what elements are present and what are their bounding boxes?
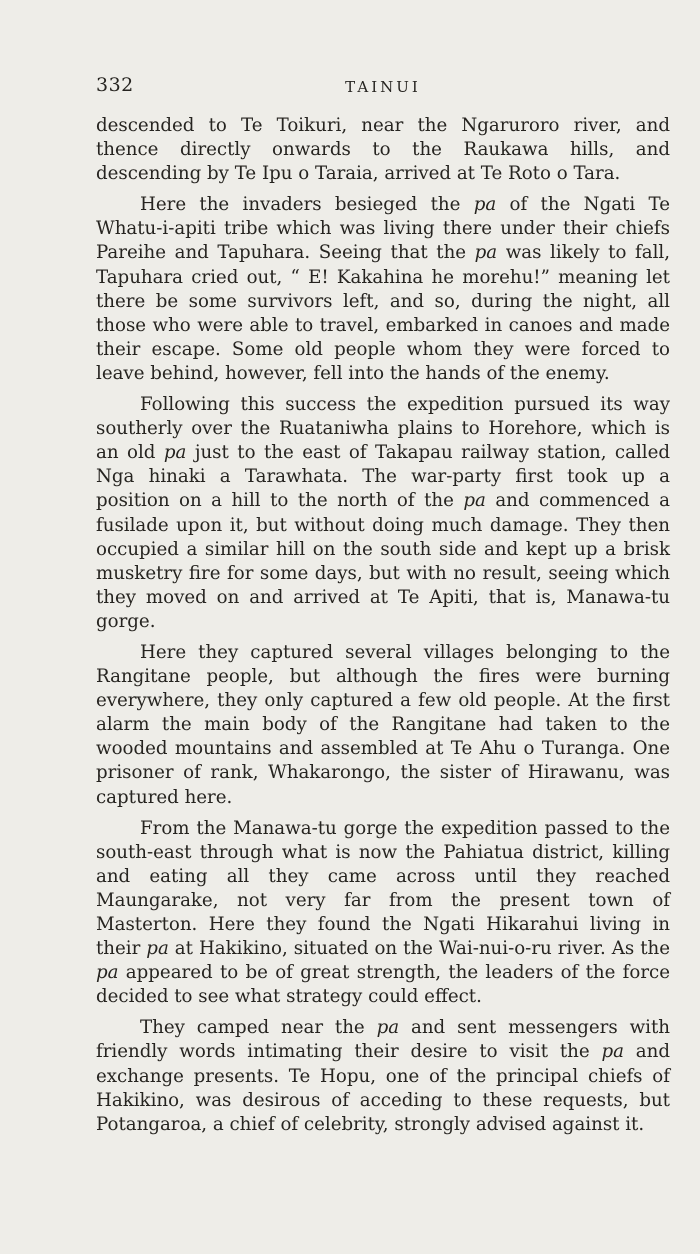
- italic-term: pa: [146, 938, 169, 960]
- text-run: just to the east of Takapau railway station, called Nga hinaki a Tarawhata. The war-party first took up a position on a hill to the north of the: [96, 442, 671, 512]
- body-text: [96, 114, 670, 1137]
- paragraph: [96, 114, 670, 186]
- italic-term: pa: [474, 242, 498, 264]
- paragraph: [96, 193, 670, 386]
- text-run: and exchange presents. Te Hopu, one of the principal chiefs of Hakikino, was desirous of acceding to these requests, but Potangaroa, a chief of celebrity, strongly advised against it.: [96, 1041, 671, 1135]
- text-run: at Hakikino, situated on the Wai-nui-o-ru river. As the: [168, 938, 670, 960]
- paragraph: [96, 1016, 670, 1136]
- paragraph: [96, 641, 670, 810]
- text-run: was likely to fall, Tapuhara cried out, “ E! Kakahina he morehu!” meaning let there be some survivors left, and so, during the night, all those who were able to travel, embarked in canoes and made their escape. Some old people whom they were forced to leave behind, however, fell into the hands of the enemy.: [96, 242, 670, 384]
- text-run: appeared to be of great strength, the leaders of the force decided to see what strategy could effect.: [96, 962, 670, 1008]
- italic-term: pa: [601, 1041, 624, 1063]
- text-run: Here the invaders besieged the: [140, 194, 474, 216]
- paragraph: [96, 393, 670, 634]
- text-run: and commenced a fusilade upon it, but without doing much damage. They then occupied a similar hill on the south side and kept up a brisk musketry fire for some days, but with no result, seeing which they moved on and arrived at Te Apiti, that is, Manawa-tu gorge.: [96, 490, 670, 632]
- italic-term: pa: [376, 1017, 400, 1039]
- paragraph: [96, 817, 670, 1010]
- text-run: of the Ngati Te Whatu-i-apiti tribe which was living there under their chiefs Pareihe and Tapuhara. Seeing that the: [96, 194, 670, 264]
- page-header: [96, 72, 670, 102]
- italic-term: pa: [463, 490, 486, 512]
- page-number: 332: [96, 74, 134, 96]
- running-title: TAINUI: [345, 78, 421, 96]
- text-run: They camped near the: [140, 1017, 377, 1039]
- text-run: Following this success the expedition pursued its way southerly over the Ruataniwha plains to Horehore, which is an old: [96, 394, 670, 464]
- text-run: and sent messengers with friendly words intimating their desire to visit the: [96, 1017, 670, 1063]
- italic-term: pa: [163, 442, 187, 464]
- italic-term: pa: [473, 194, 497, 216]
- text-run: From the Manawa-tu gorge the expedition passed to the south-east through what is now the Pahiatua district, killing and eating all they came across until they reached Maungarake, not very far from the present town of Masterton. Here they found the Ngati Hikarahui living in their: [96, 817, 670, 960]
- text-run: descended to Te Toikuri, near the Ngaruroro river, and thence directly onwards to the Raukawa hills, and descending by Te Ipu o Taraia, arrived at Te Roto o Tara.: [96, 115, 670, 185]
- italic-term: pa: [96, 962, 119, 984]
- text-run: Here they captured several villages belonging to the Rangitane people, but although the fires were burning everywhere, they only captured a few old people. At the first alarm the main body of the Rangitane had taken to the wooded mountains and assembled at Te Ahu o Turanga. One prisoner of rank, Whakarongo, the sister of Hirawanu, was captured here.: [96, 641, 670, 808]
